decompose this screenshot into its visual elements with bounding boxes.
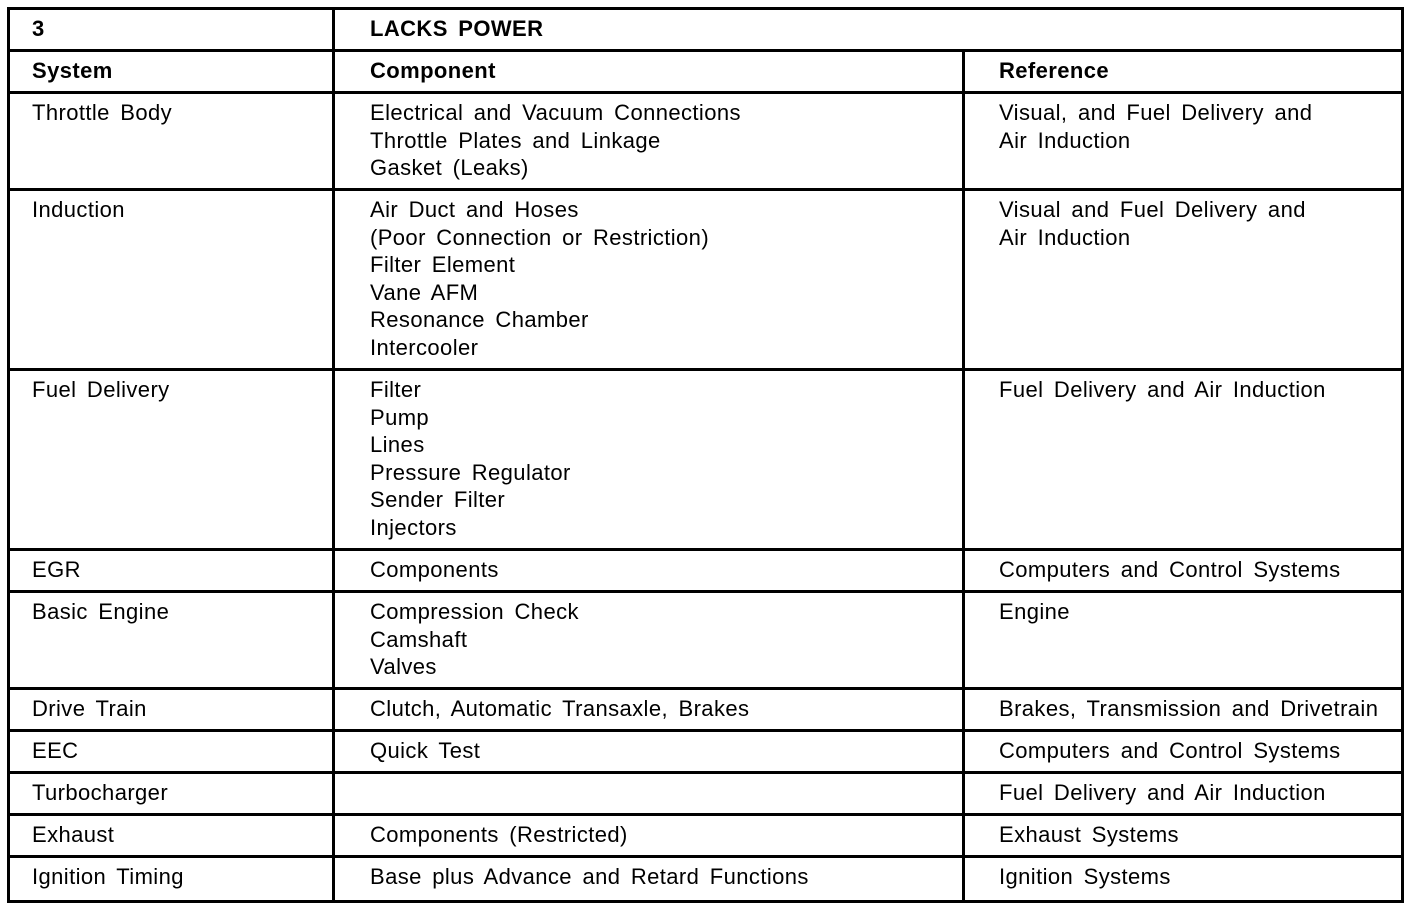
- table-title-row: [10, 10, 1401, 52]
- component-line: Throttle Plates and Linkage: [370, 127, 661, 153]
- component-cell: [335, 371, 965, 548]
- reference-line: Computers and Control Systems: [999, 738, 1341, 763]
- reference-line: Visual, and Fuel Delivery and: [999, 100, 1313, 125]
- component-line: Sender Filter: [370, 487, 506, 512]
- system-cell: Turbocharger: [10, 774, 335, 813]
- reference-line: Visual and Fuel Delivery and: [999, 197, 1306, 222]
- component-cell: [335, 816, 965, 855]
- component-line: Quick Test: [370, 738, 481, 763]
- reference-line: Fuel Delivery and Air Induction: [999, 780, 1326, 805]
- component-line: Filter: [370, 377, 422, 402]
- component-line: Vane AFM: [370, 279, 479, 305]
- table-title: LACKS POWER: [370, 16, 544, 41]
- system-cell: Basic Engine: [10, 593, 335, 687]
- table-row: [10, 191, 1401, 371]
- reference-cell: [965, 94, 1401, 188]
- component-line: Resonance Chamber: [370, 307, 589, 332]
- system-cell: EEC: [10, 732, 335, 771]
- reference-line: Air Induction: [999, 224, 1131, 250]
- table-row: [10, 593, 1401, 690]
- component-line: Base plus Advance and Retard Functions: [370, 864, 809, 889]
- reference-line: Ignition Systems: [999, 864, 1171, 889]
- component-line: Filter Element: [370, 252, 516, 277]
- component-cell: [335, 690, 965, 729]
- component-line: Pressure Regulator: [370, 459, 571, 485]
- table-header-row: [10, 52, 1401, 94]
- reference-line: Computers and Control Systems: [999, 557, 1341, 582]
- table-row: [10, 371, 1401, 551]
- reference-line: Exhaust Systems: [999, 822, 1179, 847]
- component-line: Intercooler: [370, 334, 479, 360]
- table-body: [10, 94, 1401, 900]
- reference-cell: [965, 732, 1401, 771]
- component-line: Components: [370, 557, 499, 582]
- component-line: Camshaft: [370, 626, 468, 652]
- component-cell: [335, 858, 965, 900]
- reference-cell: [965, 690, 1401, 729]
- reference-cell: [965, 816, 1401, 855]
- component-line: Components (Restricted): [370, 822, 628, 847]
- system-cell: EGR: [10, 551, 335, 590]
- system-cell: Ignition Timing: [10, 858, 335, 900]
- component-cell: [335, 732, 965, 771]
- component-line: Electrical and Vacuum Connections: [370, 100, 741, 125]
- system-cell: Exhaust: [10, 816, 335, 855]
- table-row: [10, 816, 1401, 858]
- system-cell: Drive Train: [10, 690, 335, 729]
- component-cell: [335, 94, 965, 188]
- component-line: Gasket (Leaks): [370, 155, 529, 180]
- component-line: Lines: [370, 432, 425, 457]
- header-system: System: [10, 52, 335, 91]
- component-cell: [335, 593, 965, 687]
- system-cell: Induction: [10, 191, 335, 368]
- table-row: [10, 732, 1401, 774]
- component-cell: [335, 774, 965, 813]
- table-row: [10, 858, 1401, 900]
- reference-cell: [965, 593, 1401, 687]
- reference-line: Air Induction: [999, 127, 1131, 153]
- component-line: Compression Check: [370, 599, 579, 624]
- component-line: Clutch, Automatic Transaxle, Brakes: [370, 696, 750, 721]
- reference-line: Fuel Delivery and Air Induction: [999, 377, 1326, 402]
- system-cell: Throttle Body: [10, 94, 335, 188]
- diagnosis-table: [7, 7, 1404, 903]
- table-row: [10, 690, 1401, 732]
- reference-line: Engine: [999, 599, 1070, 624]
- component-line: (Poor Connection or Restriction): [370, 224, 710, 250]
- header-reference: Reference: [999, 58, 1109, 83]
- table-number: 3: [10, 10, 335, 49]
- header-component: Component: [335, 52, 965, 91]
- component-cell: [335, 551, 965, 590]
- table-row: [10, 774, 1401, 816]
- reference-cell: [965, 191, 1401, 368]
- reference-cell: [965, 551, 1401, 590]
- system-cell: Fuel Delivery: [10, 371, 335, 548]
- reference-line: Brakes, Transmission and Drivetrain: [999, 696, 1379, 721]
- reference-cell: [965, 858, 1401, 900]
- reference-cell: [965, 371, 1401, 548]
- component-line: Valves: [370, 654, 437, 679]
- reference-cell: [965, 774, 1401, 813]
- table-row: [10, 551, 1401, 593]
- table-row: [10, 94, 1401, 191]
- component-line: Injectors: [370, 514, 457, 540]
- component-cell: [335, 191, 965, 368]
- component-line: Pump: [370, 404, 430, 430]
- component-line: Air Duct and Hoses: [370, 197, 579, 222]
